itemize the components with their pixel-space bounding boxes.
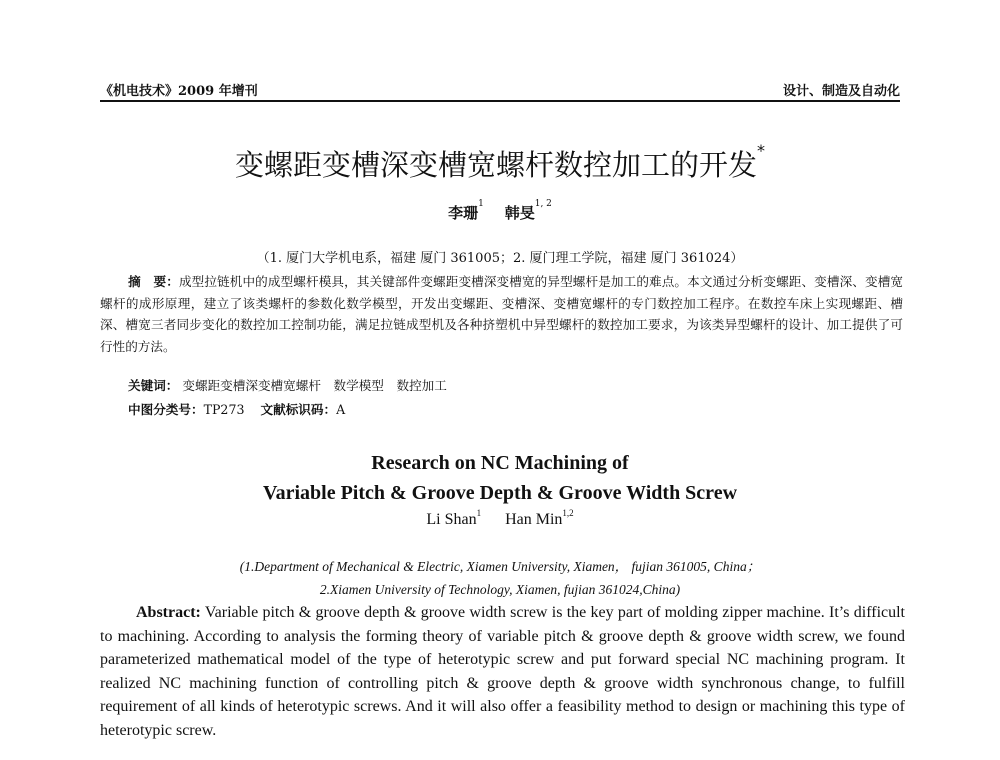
author-affiliation-mark: 1 xyxy=(478,199,484,209)
doc-code-value: A xyxy=(336,402,346,417)
english-affiliation-line: 2.Xiamen University of Technology, Xiamen, fujian 361024,China) xyxy=(319,582,681,597)
author-name: Han Min xyxy=(505,511,563,528)
clc-value: TP273 xyxy=(203,402,245,417)
title-footnote-mark: * xyxy=(757,141,765,160)
author-name: 李珊 xyxy=(448,204,479,222)
author-affiliation-mark: 1, 2 xyxy=(534,199,552,209)
english-title-line: Research on NC Machining of xyxy=(371,452,629,474)
chinese-title-text: 变螺距变槽深变槽宽螺杆数控加工的开发 xyxy=(234,148,757,182)
running-header xyxy=(100,78,900,102)
english-affiliation xyxy=(0,555,1000,601)
author-name: Li Shan xyxy=(426,511,477,528)
chinese-abstract xyxy=(100,271,903,357)
english-abstract-label: Abstract: xyxy=(136,604,201,621)
keywords-label: 关键词： xyxy=(128,378,179,393)
english-authors xyxy=(0,508,1000,529)
doc-code-label: 文献标识码： xyxy=(260,402,337,417)
journal-name: 《机电技术》2009 年增刊 xyxy=(100,84,258,99)
english-abstract xyxy=(100,601,905,743)
english-title-line: Variable Pitch & Groove Depth & Groove Width Screw xyxy=(262,482,738,504)
clc-label: 中图分类号： xyxy=(128,402,204,417)
chinese-abstract-label: 摘 要： xyxy=(128,274,179,289)
author-affiliation-mark: 1 xyxy=(476,508,482,518)
section-name: 设计、制造及自动化 xyxy=(782,84,900,99)
keywords-value: 变螺距变槽深变槽宽螺杆 数学模型 数控加工 xyxy=(182,378,447,393)
chinese-title xyxy=(0,143,1000,184)
chinese-affiliation: （1. 厦门大学机电系，福建 厦门 361005；2. 厦门理工学院，福建 厦门 361024） xyxy=(256,251,744,266)
author-name: 韩旻 xyxy=(504,204,535,222)
author-affiliation-mark: 1,2 xyxy=(562,508,574,518)
english-affiliation-line: (1.Department of Mechanical & Electric, Xiamen University, Xiamen， fujian 361005, China； xyxy=(239,559,761,574)
classification-line xyxy=(128,399,345,418)
english-abstract-text: Variable pitch & groove depth & groove width screw is the key part of molding zipper machine. It’s difficult to machining. According to analysis the forming theory of variable pitch & groove depth & groove width screw, we found parameterized mathematical model of the type of heterotypic screw and put forward special NC machining program. It realized NC machining function of controlling pitch & groove depth & groove width synchronous change, to fulfill requirement of all kinds of heterotypic screws. And it will also offer a feasibility method to design or machining this type of heterotypic screw. xyxy=(100,604,906,739)
english-title xyxy=(0,448,1000,508)
chinese-abstract-text: 成型拉链机中的成型螺杆模具，其关键部件变螺距变槽深变槽宽的异型螺杆是加工的难点。本文通过分析变螺距、变槽深、变槽宽螺杆的成形原理，建立了该类螺杆的参数化数学模型，开发出变螺距、变槽深、变槽宽螺杆的专门数控加工程序。在数控车床上实现螺距、槽深、槽宽三者同步变化的数控加工控制功能，满足拉链成型机及各种挤塑机中异型螺杆的数控加工要求，为该类异型螺杆的设计、加工提供了可行性的方法。 xyxy=(100,274,904,354)
chinese-keywords xyxy=(128,375,447,394)
chinese-authors xyxy=(0,199,1000,223)
